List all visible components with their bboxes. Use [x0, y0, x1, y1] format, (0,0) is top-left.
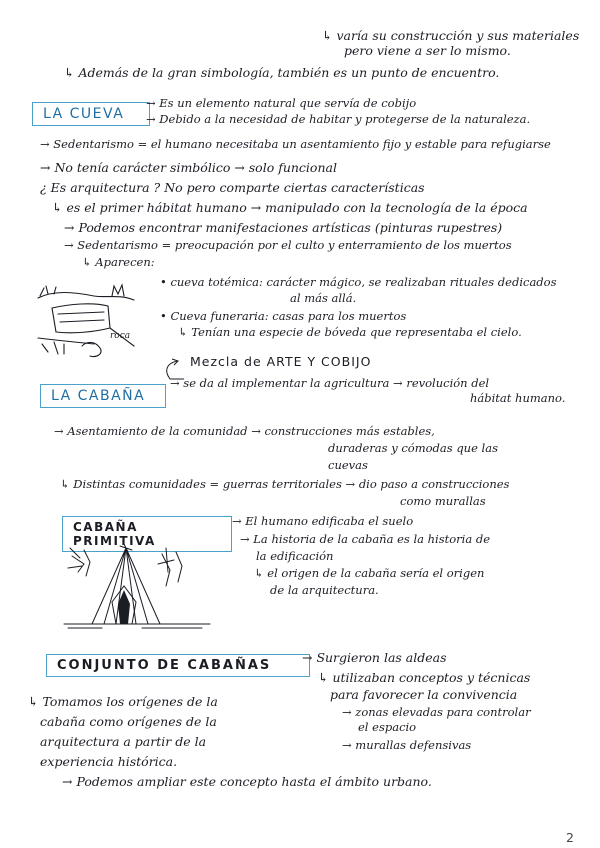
- cueva-funeraria-2: ↳ Tenían una especie de bóveda que representaba el cielo.: [178, 325, 522, 339]
- cabana-se-da-2: hábitat humano.: [470, 391, 566, 405]
- intro-line-1: ↳ varía su construcción y sus materiales: [322, 28, 580, 43]
- primitiva-line-3: la edificación: [256, 549, 334, 563]
- cueva-podemos: → Podemos encontrar manifestaciones artísticas (pinturas rupestres): [64, 220, 503, 235]
- cueva-funeraria-1: • Cueva funeraria: casas para los muertos: [160, 309, 407, 323]
- conjunto-right-1: → Surgieron las aldeas: [302, 650, 447, 665]
- cabana-distintas-1: ↳ Distintas comunidades = guerras territoriales → dio paso a construcciones: [60, 477, 510, 491]
- conjunto-right-3: para favorecer la convivencia: [330, 687, 518, 702]
- conjunto-left-2: cabaña como orígenes de la: [40, 714, 217, 729]
- section-title-conjunto: CONJUNTO DE CABAÑAS: [46, 654, 310, 677]
- conjunto-right-4: → zonas elevadas para controlar: [342, 705, 531, 719]
- page-number: 2: [566, 830, 574, 845]
- cave-sketch: [34, 282, 144, 362]
- cueva-question: ¿ Es arquitectura ? No pero comparte ciertas características: [40, 180, 425, 195]
- cueva-totemica-2: al más allá.: [290, 291, 357, 305]
- primitive-hut-sketch: [62, 542, 212, 634]
- cabana-mezcla: Mezcla de ARTE Y COBIJO: [190, 354, 372, 369]
- intro-line-2: pero viene a ser lo mismo.: [344, 43, 511, 58]
- cueva-def-2: → Debido a la necesidad de habitar y protegerse de la naturaleza.: [146, 112, 531, 126]
- cabana-distintas-2: como murallas: [400, 494, 486, 508]
- cueva-no-simbolico: → No tenía carácter simbólico → solo funcional: [40, 160, 337, 175]
- cabana-asent-2: duraderas y cómodas que las: [328, 441, 498, 455]
- conjunto-right-5: el espacio: [358, 720, 417, 734]
- cueva-aparecen: ↳ Aparecen:: [82, 255, 155, 269]
- primitiva-line-1: → El humano edificaba el suelo: [232, 514, 414, 528]
- cueva-def-1: → Es un elemento natural que servía de cobijo: [146, 96, 417, 110]
- cueva-primer-habitat: ↳ es el primer hábitat humano → manipulado con la tecnología de la época: [52, 200, 528, 215]
- primitiva-line-4: ↳ el origen de la cabaña sería el origen: [254, 566, 485, 580]
- cueva-sedentarismo-2: → Sedentarismo = preocupación por el culto y enterramiento de los muertos: [64, 238, 512, 252]
- conjunto-left-4: experiencia histórica.: [40, 754, 178, 769]
- conjunto-left-1: ↳ Tomamos los orígenes de la: [28, 694, 218, 709]
- section-title-cueva: LA CUEVA: [32, 102, 150, 126]
- sketch-label: roca: [110, 331, 131, 341]
- section-title-cabana: LA CABAÑA: [40, 384, 166, 408]
- intro-line-3: ↳ Además de la gran simbología, también es un punto de encuentro.: [64, 65, 500, 80]
- cabana-asent-3: cuevas: [328, 458, 368, 472]
- conjunto-left-3: arquitectura a partir de la: [40, 734, 207, 749]
- cueva-totemica-1: • cueva totémica: carácter mágico, se realizaban rituales dedicados: [160, 275, 557, 289]
- conjunto-left-5: → Podemos ampliar este concepto hasta el ámbito urbano.: [62, 774, 432, 789]
- section-title-primitiva: CABAÑA PRIMITIVA: [62, 516, 232, 552]
- primitiva-line-2: → La historia de la cabaña es la historia de: [240, 532, 491, 546]
- primitiva-line-5: de la arquitectura.: [270, 583, 379, 597]
- cabana-asent-1: → Asentamiento de la comunidad → construcciones más estables,: [54, 424, 435, 438]
- conjunto-right-2: ↳ utilizaban conceptos y técnicas: [318, 670, 531, 685]
- cueva-sedentarismo: → Sedentarismo = el humano necesitaba un asentamiento fijo y estable para refugiarse: [40, 137, 551, 151]
- cabana-se-da-1: → se da al implementar la agricultura → revolución del: [170, 376, 490, 390]
- conjunto-right-6: → murallas defensivas: [342, 738, 472, 752]
